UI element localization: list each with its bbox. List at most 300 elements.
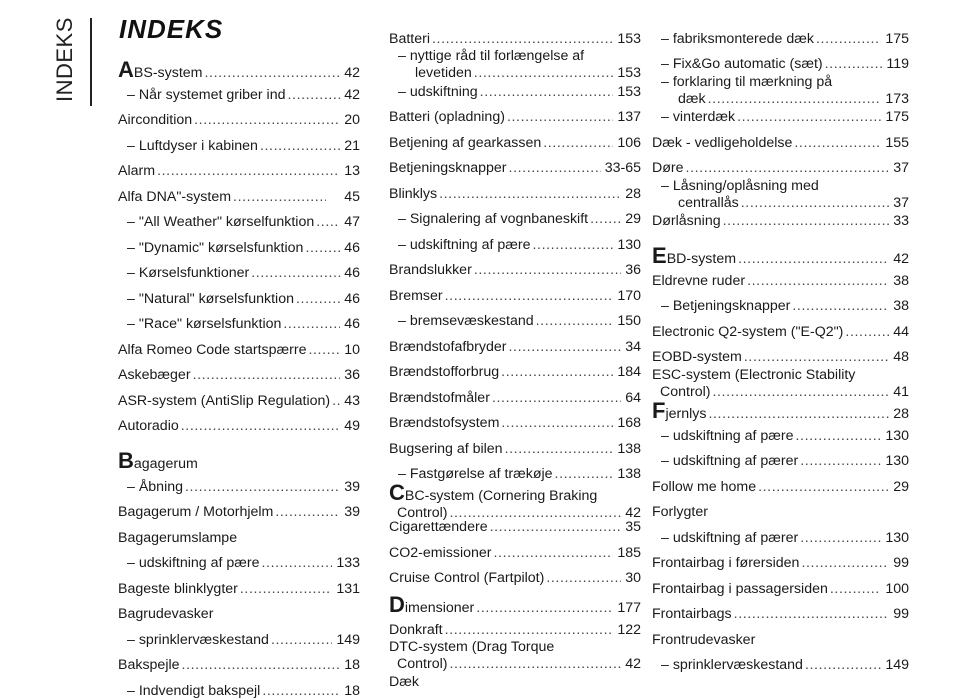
dot-leader <box>332 393 340 410</box>
index-entry <box>389 186 641 203</box>
index-entry <box>652 349 909 366</box>
dot-leader <box>800 530 881 547</box>
index-entry <box>389 313 641 330</box>
index-entry <box>118 504 360 521</box>
index-entry <box>389 160 641 177</box>
index-term-continuation: centrallås <box>678 195 739 211</box>
page-number: 38 <box>893 273 909 289</box>
index-entry <box>118 479 360 496</box>
page-number: 175 <box>885 109 909 125</box>
index-entry <box>118 393 360 410</box>
index-term: jernlys <box>665 406 707 422</box>
page-number: 138 <box>617 466 641 482</box>
index-entry <box>118 581 360 598</box>
index-entry <box>652 135 909 152</box>
dot-leader <box>816 31 881 48</box>
index-entry <box>652 398 909 423</box>
index-entry <box>118 57 360 82</box>
index-entry <box>118 448 360 473</box>
index-entry <box>389 592 641 617</box>
index-term: Donkraft <box>389 622 443 638</box>
dot-leader <box>432 31 613 48</box>
page-number: 45 <box>344 189 360 205</box>
page-number: 21 <box>344 138 360 154</box>
index-term: – sprinklervæskestand <box>661 657 803 673</box>
page-number: 37 <box>893 195 909 211</box>
index-term: – udskiftning af pære <box>127 555 260 571</box>
index-term: – "Race" kørselsfunktion <box>127 316 282 332</box>
dot-leader <box>747 273 889 290</box>
index-term: – "Natural" kørselsfunktion <box>127 291 294 307</box>
page-number: 46 <box>344 316 360 332</box>
index-entry <box>118 632 360 649</box>
dot-leader <box>494 545 614 562</box>
dot-leader <box>712 384 889 401</box>
page-number: 46 <box>344 291 360 307</box>
index-entry <box>652 324 909 341</box>
index-entry <box>389 415 641 432</box>
index-entry <box>118 163 360 180</box>
index-entry <box>652 657 909 674</box>
index-term: Brændstofsystem <box>389 415 500 431</box>
page-number: 119 <box>886 56 909 72</box>
index-entry <box>652 109 909 126</box>
index-entry <box>389 84 641 101</box>
page-number: 48 <box>893 349 909 365</box>
index-term: – Betjeningsknapper <box>661 298 791 314</box>
index-term: – vinterdæk <box>661 109 736 125</box>
dot-leader <box>708 406 889 423</box>
index-term: – Indvendigt bakspejl <box>127 683 261 699</box>
dot-leader <box>738 251 889 268</box>
index-term: Alfa Romeo Code startspærre <box>118 342 307 358</box>
index-term: Frontrudevasker <box>652 632 756 648</box>
index-entry <box>389 262 641 279</box>
dot-leader <box>262 555 333 572</box>
dot-leader <box>288 87 341 104</box>
index-entry <box>652 453 909 470</box>
index-entry <box>118 530 360 547</box>
page-number: 39 <box>344 479 360 495</box>
index-entry <box>118 214 360 231</box>
index-term: Brændstofafbryder <box>389 339 507 355</box>
index-term: Døre <box>652 160 684 176</box>
index-term: – udskiftning af pærer <box>661 530 799 546</box>
index-entry <box>389 31 641 48</box>
index-entry <box>118 265 360 282</box>
index-term: – Fastgørelse af trækøje <box>398 466 553 482</box>
dot-leader <box>492 390 621 407</box>
index-entry <box>389 237 641 254</box>
index-entry <box>652 56 909 73</box>
index-entry <box>652 31 909 48</box>
index-entry <box>389 135 641 152</box>
index-term: – udskiftning af pærer <box>661 453 799 469</box>
dot-leader <box>792 298 889 315</box>
index-term: ASR-system (AntiSlip Regulation) <box>118 393 331 409</box>
index-entry <box>389 48 641 82</box>
index-term: – Åbning <box>127 479 184 495</box>
index-term: – Låsning/oplåsning med <box>661 178 819 194</box>
dot-leader <box>480 84 614 101</box>
page-number: 39 <box>344 504 360 520</box>
page-number: 106 <box>617 135 641 151</box>
index-term: CO2-emissioner <box>389 545 492 561</box>
index-term: Betjening af gearkassen <box>389 135 542 151</box>
dot-leader <box>296 291 340 308</box>
index-term: Brændstofmåler <box>389 390 490 406</box>
index-entry <box>652 504 909 521</box>
index-term: Frontairbags <box>652 606 732 622</box>
index-entry <box>118 657 360 674</box>
index-term: – Når systemet griber ind <box>127 87 286 103</box>
index-letter: A <box>118 57 134 82</box>
dot-leader <box>796 428 882 445</box>
index-entry <box>652 555 909 572</box>
page-number: 28 <box>625 186 641 202</box>
index-entry <box>389 109 641 126</box>
index-entry <box>118 87 360 104</box>
index-term: agagerum <box>133 456 198 472</box>
dot-leader <box>805 657 881 674</box>
index-term: – nyttige råd til forlængelse af <box>398 48 585 64</box>
page-number: 130 <box>885 428 909 444</box>
page-number: 20 <box>344 112 360 128</box>
index-entry <box>118 367 360 384</box>
index-term: – "Dynamic" kørselsfunktion <box>127 240 304 256</box>
index-term: Dæk <box>389 674 419 690</box>
index-term: Bageste blinklygter <box>118 581 238 597</box>
page-number: 42 <box>893 251 909 267</box>
index-term: Batteri (opladning) <box>389 109 505 125</box>
dot-leader <box>708 91 882 108</box>
index-entry <box>389 480 641 522</box>
dot-leader <box>275 504 340 521</box>
index-term: Dørlåsning <box>652 213 721 229</box>
index-entry <box>389 674 641 691</box>
dot-leader <box>449 656 621 673</box>
page-number: 153 <box>617 31 641 47</box>
index-term-continuation: Control) <box>397 505 448 521</box>
page-number: 46 <box>344 265 360 281</box>
page-number: 177 <box>617 600 641 616</box>
page-number: 42 <box>344 87 360 103</box>
dot-leader <box>845 324 889 341</box>
index-term: Electronic Q2-system ("E-Q2") <box>652 324 844 340</box>
dot-leader <box>233 189 326 206</box>
page-number: 30 <box>625 570 641 586</box>
index-entry <box>118 291 360 308</box>
page-number: 130 <box>885 530 909 546</box>
side-divider <box>90 18 92 106</box>
index-entry <box>118 316 360 333</box>
index-letter: E <box>652 243 667 268</box>
page-number: 175 <box>885 31 909 47</box>
dot-leader <box>590 211 621 228</box>
index-term: – fabriksmonterede dæk <box>661 31 814 47</box>
dot-leader <box>490 519 622 536</box>
index-term: – Fix&Go automatic (sæt) <box>661 56 823 72</box>
index-term: Aircondition <box>118 112 193 128</box>
page-number: 168 <box>617 415 641 431</box>
index-entry <box>389 390 641 407</box>
index-term: Brændstofforbrug <box>389 364 500 380</box>
dot-leader <box>157 163 340 180</box>
index-term: – "All Weather" kørselfunktion <box>127 214 315 230</box>
index-term: Brandslukker <box>389 262 472 278</box>
index-term: Autoradio <box>118 418 179 434</box>
index-term: Bugsering af bilen <box>389 441 503 457</box>
index-term: Frontairbag i passagersiden <box>652 581 828 597</box>
index-entry <box>118 138 360 155</box>
index-letter: F <box>652 398 666 423</box>
index-term-continuation: Control) <box>397 656 448 672</box>
dot-leader <box>501 364 613 381</box>
index-term: – sprinklervæskestand <box>127 632 269 648</box>
index-term: – Kørselsfunktioner <box>127 265 250 281</box>
index-entry <box>652 178 909 212</box>
index-entry <box>652 530 909 547</box>
page-number: 34 <box>625 339 641 355</box>
page-number: 41 <box>893 384 909 400</box>
page-number: 44 <box>893 324 909 340</box>
page-number: 153 <box>617 65 641 81</box>
index-term: Eldrevne ruder <box>652 273 746 289</box>
index-entry <box>652 298 909 315</box>
dot-leader <box>308 342 340 359</box>
page-number: 33 <box>893 213 909 229</box>
index-term: BS-system <box>133 65 203 81</box>
index-entry <box>118 555 360 572</box>
index-entry <box>652 273 909 290</box>
page-number: 13 <box>344 163 360 179</box>
dot-leader <box>737 109 881 126</box>
dot-leader <box>501 415 613 432</box>
dot-leader <box>741 195 889 212</box>
index-term: Betjeningsknapper <box>389 160 507 176</box>
page-number: 133 <box>336 555 360 571</box>
dot-leader <box>305 240 340 257</box>
index-entry <box>652 74 909 108</box>
index-term-continuation: Control) <box>660 384 711 400</box>
page-number: 150 <box>617 313 641 329</box>
index-entry <box>652 606 909 623</box>
page-number: 29 <box>893 479 909 495</box>
index-term: Frontairbag i førersiden <box>652 555 800 571</box>
index-entry <box>652 213 909 230</box>
page-number: 18 <box>344 683 360 699</box>
index-term: Blinklys <box>389 186 438 202</box>
index-term: Bagagerum / Motorhjelm <box>118 504 274 520</box>
index-entry <box>118 240 360 257</box>
dot-leader <box>474 65 614 82</box>
page-number: 170 <box>617 288 641 304</box>
index-entry <box>652 367 909 401</box>
page-title: INDEKS <box>119 14 224 44</box>
index-entry <box>389 364 641 381</box>
index-entry <box>118 112 360 129</box>
dot-leader <box>193 367 341 384</box>
page-number: 122 <box>617 622 641 638</box>
index-term: – forklaring til mærkning på <box>661 74 833 90</box>
page-number: 99 <box>893 555 909 571</box>
index-term: – Signalering af vognbaneskift <box>398 211 589 227</box>
dot-leader <box>445 288 614 305</box>
dot-leader <box>283 316 340 333</box>
page-number: 47 <box>344 214 360 230</box>
page-number: 155 <box>885 135 909 151</box>
page-number: 173 <box>885 91 909 107</box>
page-number: 18 <box>344 657 360 673</box>
index-entry <box>389 339 641 356</box>
index-term: Dæk - vedligeholdelse <box>652 135 793 151</box>
page-number: 137 <box>617 109 641 125</box>
index-term: – udskiftning af pære <box>398 237 531 253</box>
index-term: – bremsevæskestand <box>398 313 534 329</box>
dot-leader <box>194 112 340 129</box>
page-number: 184 <box>617 364 641 380</box>
dot-leader <box>801 555 889 572</box>
page-number: 33-65 <box>604 160 641 176</box>
dot-leader <box>181 418 340 435</box>
index-entry <box>389 570 641 587</box>
index-term: Cigarettændere <box>389 519 488 535</box>
index-letter: C <box>389 480 405 505</box>
index-term: imensioner <box>404 600 475 616</box>
dot-leader <box>734 606 890 623</box>
page-number: 36 <box>344 367 360 383</box>
dot-leader <box>476 600 613 617</box>
index-entry <box>389 288 641 305</box>
index-term: Askebæger <box>118 367 191 383</box>
page-number: 42 <box>625 505 641 521</box>
index-term: – Luftdyser i kabinen <box>127 138 258 154</box>
index-entry <box>389 519 641 536</box>
page-number: 64 <box>625 390 641 406</box>
index-term: Alfa DNA"-system <box>118 189 232 205</box>
index-term: Forlygter <box>652 504 708 520</box>
page-number: 130 <box>617 237 641 253</box>
dot-leader <box>316 214 340 231</box>
index-term: Bremser <box>389 288 443 304</box>
index-term: DTC-system (Drag Torque <box>389 639 555 655</box>
index-entry <box>389 441 641 458</box>
index-term: – udskiftning <box>398 84 478 100</box>
index-term-continuation: levetiden <box>415 65 472 81</box>
index-entry <box>652 632 909 649</box>
index-entry <box>652 479 909 496</box>
page-number: 35 <box>625 519 641 535</box>
index-term-continuation: dæk <box>678 91 706 107</box>
dot-leader <box>546 570 621 587</box>
dot-leader <box>555 466 614 483</box>
side-tab-label <box>52 17 80 102</box>
dot-leader <box>543 135 613 152</box>
dot-leader <box>260 138 340 155</box>
dot-leader <box>723 213 890 230</box>
dot-leader <box>251 265 340 282</box>
dot-leader <box>744 349 889 366</box>
dot-leader <box>686 160 890 177</box>
index-entry <box>118 189 360 206</box>
page-number: 42 <box>344 65 360 81</box>
dot-leader <box>509 339 622 356</box>
page-number: 149 <box>885 657 909 673</box>
dot-leader <box>830 581 881 598</box>
index-term: Bagagerumslampe <box>118 530 238 546</box>
page-number: 42 <box>625 656 641 672</box>
page-number: 185 <box>617 545 641 561</box>
dot-leader <box>182 657 341 674</box>
page-number: 10 <box>344 342 360 358</box>
page-number: 28 <box>893 406 909 422</box>
index-letter: D <box>389 592 405 617</box>
index-entry <box>118 342 360 359</box>
page-number: 49 <box>344 418 360 434</box>
index-entry <box>652 243 909 268</box>
index-entry <box>389 545 641 562</box>
dot-leader <box>800 453 881 470</box>
dot-leader <box>445 622 614 639</box>
index-term: ESC-system (Electronic Stability <box>652 367 856 383</box>
page-number: 36 <box>625 262 641 278</box>
index-term: BC-system (Cornering Braking <box>404 488 598 504</box>
dot-leader <box>507 109 613 126</box>
dot-leader <box>271 632 332 649</box>
index-term: Bakspejle <box>118 657 180 673</box>
page-number: 149 <box>336 632 360 648</box>
page-number: 130 <box>885 453 909 469</box>
dot-leader <box>474 262 621 279</box>
index-entry <box>118 418 360 435</box>
page-number: 131 <box>336 581 360 597</box>
page-number: 153 <box>617 84 641 100</box>
index-term: Alarm <box>118 163 156 179</box>
dot-leader <box>505 441 614 458</box>
page-number: 100 <box>885 581 909 597</box>
dot-leader <box>185 479 340 496</box>
index-entry <box>652 581 909 598</box>
index-term: Cruise Control (Fartpilot) <box>389 570 545 586</box>
dot-leader <box>536 313 614 330</box>
index-term: EOBD-system <box>652 349 742 365</box>
side-tab-text: INDEKS <box>52 17 77 102</box>
index-letter: B <box>118 448 134 473</box>
index-entry <box>389 639 641 673</box>
index-term: – udskiftning af pære <box>661 428 794 444</box>
page-number: 138 <box>617 441 641 457</box>
dot-leader <box>240 581 332 598</box>
page-number: 43 <box>344 393 360 409</box>
index-term: BD-system <box>666 251 737 267</box>
index-entry <box>389 622 641 639</box>
dot-leader <box>204 65 340 82</box>
index-entry <box>389 211 641 228</box>
index-term: Batteri <box>389 31 431 47</box>
page-number: 99 <box>893 606 909 622</box>
index-entry <box>118 606 360 623</box>
dot-leader <box>758 479 889 496</box>
dot-leader <box>533 237 614 254</box>
dot-leader <box>509 160 601 177</box>
page-number: 38 <box>893 298 909 314</box>
index-term: Bagrudevasker <box>118 606 214 622</box>
index-term: Follow me home <box>652 479 757 495</box>
page-number: 46 <box>344 240 360 256</box>
dot-leader <box>825 56 883 73</box>
index-entry <box>652 428 909 445</box>
dot-leader <box>439 186 621 203</box>
